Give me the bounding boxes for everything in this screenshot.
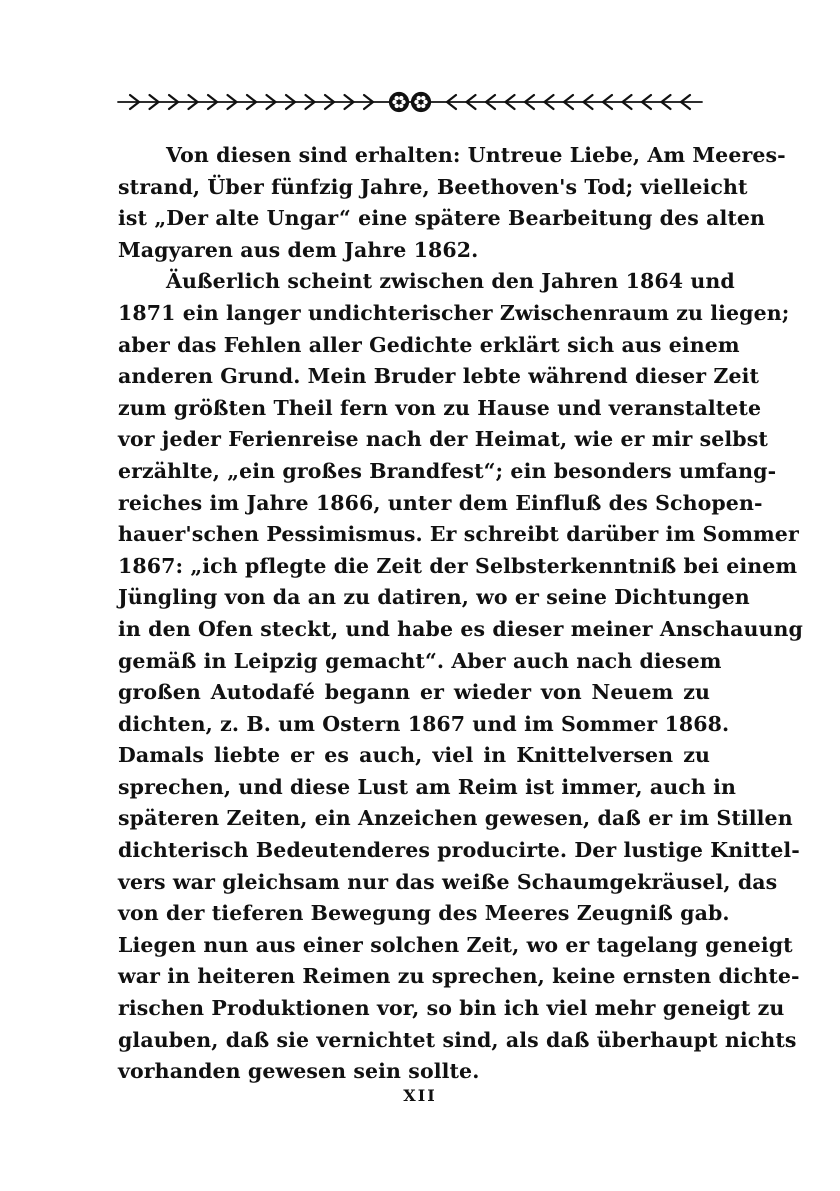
text-line: zum größten Theil fern von zu Hause und veranstaltete	[118, 395, 762, 420]
text-line: 1871 ein langer undichterischer Zwischenraum zu liegen;	[118, 300, 790, 325]
text-line: dichterisch Bedeutenderes producirte. Der lustige Knittel-	[118, 838, 800, 863]
text-line: glauben, daß sie vernichtet sind, als daß überhaupt nichts	[118, 1027, 797, 1052]
text-line: Jüngling von da an zu datiren, wo er seine Dichtungen	[118, 585, 750, 610]
text-line: Damals liebte er es auch, viel in Knittelversen zu	[118, 743, 710, 768]
text-line: vorhanden gewesen sein sollte.	[118, 1059, 480, 1084]
text-line: in den Ofen steckt, und habe es dieser meiner Anschauung	[118, 616, 803, 641]
text-line: anderen Grund. Mein Bruder lebte während dieser Zeit	[118, 364, 760, 389]
text-line: erzählte, „ein großes Brandfest“; ein besonders umfang-	[118, 458, 777, 483]
text-line: ist „Der alte Ungar“ eine spätere Bearbeitung des alten	[118, 206, 766, 231]
text-line: späteren Zeiten, ein Anzeichen gewesen, daß er im Stillen	[118, 806, 793, 831]
text-line: Liegen nun aus einer solchen Zeit, wo er tagelang geneigt	[118, 932, 793, 957]
text-line: aber das Fehlen aller Gedichte erklärt sich aus einem	[118, 332, 740, 357]
text-line: von der tieferen Bewegung des Meeres Zeugniß gab.	[118, 901, 730, 926]
text-line: war in heiteren Reimen zu sprechen, keine ernsten dichte-	[118, 964, 800, 989]
text-line: Magyaren aus dem Jahre 1862.	[118, 237, 479, 262]
page-number: XII	[403, 1086, 437, 1105]
text-line: rischen Produktionen vor, so bin ich viel mehr geneigt zu	[118, 996, 785, 1021]
text-line: dichten, z. B. um Ostern 1867 und im Sommer 1868.	[118, 711, 730, 736]
decorative-header-ornament	[116, 90, 704, 114]
text-line: gemäß in Leipzig gemacht“. Aber auch nach diesem	[118, 648, 722, 673]
page-body	[118, 140, 803, 1088]
text-line: 1867: „ich pflegte die Zeit der Selbsterkenntniß bei einem	[118, 553, 798, 578]
text-line: Von diesen sind erhalten: Untreue Liebe, Am Meeres-	[166, 143, 786, 167]
text-line: Äußerlich scheint zwischen den Jahren 1864 und	[166, 269, 735, 294]
text-line: strand, Über fünfzig Jahre, Beethoven's Tod; vielleicht	[118, 174, 748, 199]
paragraph-2	[118, 266, 803, 1087]
text-line: reiches im Jahre 1866, unter dem Einfluß des Schopen-	[118, 490, 763, 515]
text-line: hauer'schen Pessimismus. Er schreibt darüber im Sommer	[118, 522, 799, 547]
text-line: sprechen, und diese Lust am Reim ist immer, auch in	[118, 774, 736, 799]
text-line: großen Autodafé begann er wieder von Neuem zu	[118, 680, 710, 705]
paragraph-1	[118, 140, 786, 266]
text-line: vor jeder Ferienreise nach der Heimat, wie er mir selbst	[118, 427, 768, 452]
text-line: vers war gleichsam nur das weiße Schaumgekräusel, das	[118, 869, 778, 894]
